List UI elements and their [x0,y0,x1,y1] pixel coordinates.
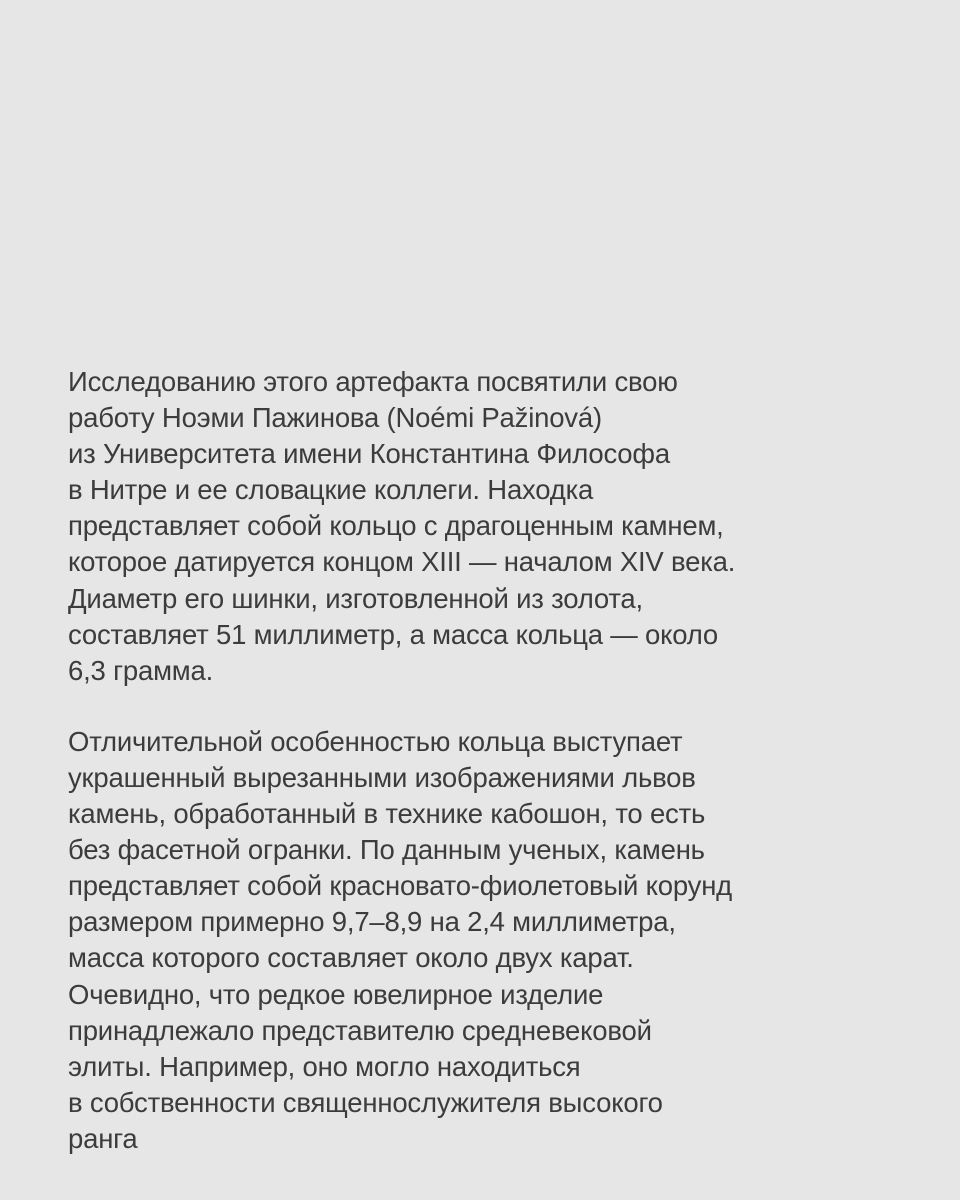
text-line: без фасетной огранки. По данным ученых, камень [68,834,705,866]
text-line: элиты. Например, оно могло находиться [68,1050,581,1082]
text-line: Отличительной особенностью кольца выступает [68,725,683,757]
text-line: представляет собой кольцо с драгоценным камнем, [68,510,724,542]
text-line: Диаметр его шинки, изготовленной из золота, [68,582,643,614]
text-line: из Университета имени Константина Философа [68,438,670,470]
text-line: в собственности священнослужителя высокого [68,1086,663,1118]
text-line: которое датируется концом XIII — началом XIV века. [68,546,736,578]
article-text [68,364,938,1157]
text-line: 6,3 грамма. [68,654,214,686]
text-line: украшенный вырезанными изображениями львов [68,761,696,793]
text-line: ранга [68,1122,138,1154]
text-line: камень, обработанный в технике кабошон, то есть [68,798,706,830]
text-line: размером примерно 9,7–8,9 на 2,4 миллиметра, [68,906,676,938]
text-line: составляет 51 миллиметр, а масса кольца — около [68,618,718,650]
text-line: работу Ноэми Пажинова (Noémi Pažinová) [68,402,602,434]
text-line: Очевидно, что редкое ювелирное изделие [68,978,604,1010]
paragraph-1 [68,364,938,689]
paragraph-2 [68,724,938,1157]
text-line: принадлежало представителю средневековой [68,1014,652,1046]
text-line: Исследованию этого артефакта посвятили свою [68,366,678,397]
text-line: представляет собой красновато-фиолетовый корунд [68,870,733,902]
text-line: масса которого составляет около двух карат. [68,942,634,974]
text-line: в Нитре и ее словацкие коллеги. Находка [68,474,594,506]
